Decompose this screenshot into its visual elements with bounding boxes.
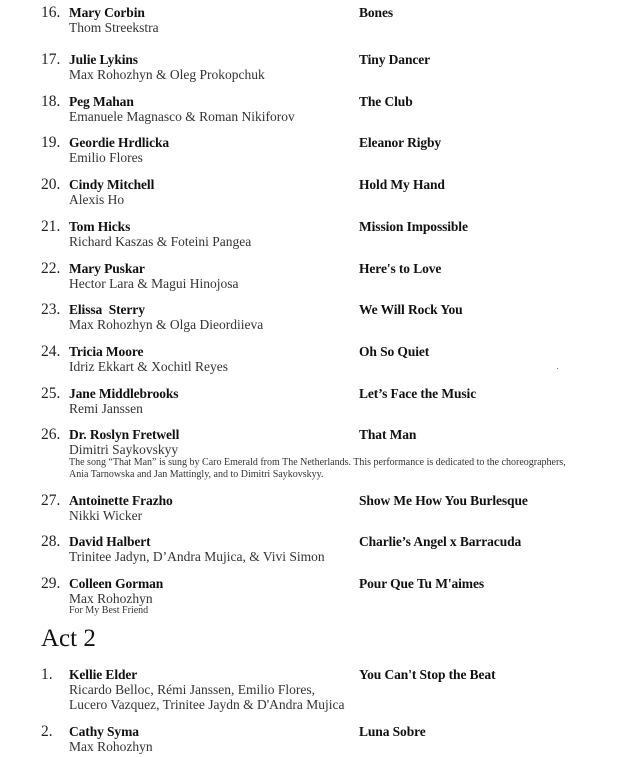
dancer-names: Thom Streekstra [69,20,159,35]
song-title: Luna Sobre [359,724,426,739]
entry-number: 28. [41,533,61,550]
song-title: We Will Rock You [359,302,463,317]
song-title: Hold My Hand [359,177,445,192]
entry-number: 2. [41,723,53,740]
dancer-names: Remi Janssen [69,401,143,416]
song-title: Eleanor Rigby [359,135,442,150]
dancer-names: Emanuele Magnasco & Roman Nikiforov [69,109,295,124]
song-title: That Man [359,427,417,442]
performer-name: Colleen Gorman [69,576,164,591]
song-title: Mission Impossible [359,219,468,234]
dancer-names: Nikki Wicker [69,508,143,523]
song-title: The Club [359,94,413,109]
performer-name: Cindy Mitchell [69,177,155,192]
act-heading: Act 2 [41,625,96,652]
entry-number: 26. [41,426,61,443]
performer-name: Julie Lykins [69,52,138,67]
song-title: Bones [359,5,394,20]
performer-name: Elissa Sterry [69,302,145,317]
performer-name: David Halbert [69,534,151,549]
performer-name: Antoinette Frazho [69,493,173,508]
performer-name: Dr. Roslyn Fretwell [69,427,180,442]
entry-number: 19. [41,134,61,151]
dancer-names: Max Rohozhyn [69,739,153,754]
performance-note: The song “That Man” is sung by Caro Emerald from The Netherlands. This performance is dedicated to the choreographers, Ania Tarnowska and Jan Mattingly, and to Dimitri Saykovskyy. [69,457,566,480]
entry-number: 16. [41,4,61,21]
dancer-names: Dimitri Saykovskyy [69,442,179,457]
performer-name: Tricia Moore [69,344,144,359]
dancer-names: Max Rohozhyn & Olga Dieordiieva [69,317,264,332]
performer-name: Mary Puskar [69,261,145,276]
dancer-names: Hector Lara & Magui Hinojosa [69,276,239,291]
entry-number: 17. [41,51,61,68]
dancer-names: Richard Kaszas & Foteini Pangea [69,234,252,249]
performer-name: Peg Mahan [69,94,134,109]
song-title: Charlie’s Angel x Barracuda [359,534,522,549]
song-title: You Can't Stop the Beat [359,667,496,682]
dancer-names: Alexis Ho [69,192,125,207]
entry-number: 18. [41,93,61,110]
dancer-names: Emilio Flores [69,150,143,165]
song-title: Show Me How You Burlesque [359,493,528,508]
song-title: Oh So Quiet [359,344,430,359]
entry-number: 27. [41,492,61,509]
performer-name: Geordie Hrdlicka [69,135,170,150]
song-title: Pour Que Tu M'aimes [359,576,484,591]
entry-number: 25. [41,385,61,402]
entry-number: 22. [41,260,61,277]
entry-number: 23. [41,301,61,318]
entry-number: 24. [41,343,61,360]
performer-name: Jane Middlebrooks [69,386,179,401]
page-speck [557,368,558,369]
dancer-names: Max Rohozhyn & Oleg Prokopchuk [69,67,265,82]
song-title: Let’s Face the Music [359,386,477,401]
entry-number: 20. [41,176,61,193]
performer-name: Kellie Elder [69,667,138,682]
performance-note: For My Best Friend [69,605,149,616]
performer-name: Mary Corbin [69,5,145,20]
dancer-names: Ricardo Belloc, Rémi Janssen, Emilio Flores, Lucero Vazquez, Trinitee Jaydn & D'Andra Mujica [69,682,345,712]
dancer-names: Idriz Ekkart & Xochitl Reyes [69,359,228,374]
entry-number: 29. [41,575,61,592]
song-title: Tiny Dancer [359,52,431,67]
dancer-names: Max Rohozhyn [69,591,153,606]
performer-name: Cathy Syma [69,724,139,739]
entry-number: 1. [41,666,53,683]
performer-name: Tom Hicks [69,219,131,234]
entry-number: 21. [41,218,61,235]
dancer-names: Trinitee Jadyn, D’Andra Mujica, & Vivi Simon [69,549,325,564]
song-title: Here's to Love [359,261,442,276]
